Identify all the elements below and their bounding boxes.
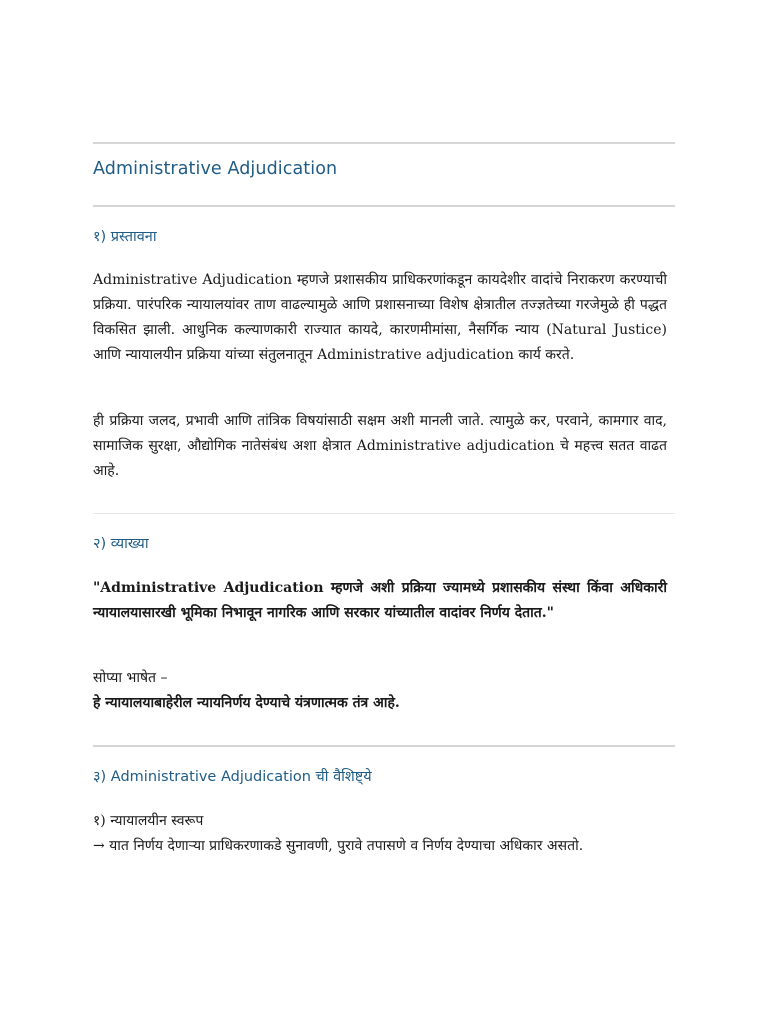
feature-item-text: → यात निर्णय देणाऱ्या प्राधिकरणाकडे सुनावणी, पुरावे तपासणे व निर्णय देण्याचा अधिकार असतो. — [93, 838, 584, 854]
section-heading-introduction: १) प्रस्तावना — [93, 229, 157, 245]
section-divider-1 — [93, 513, 675, 514]
section-divider-2 — [93, 745, 675, 747]
simple-language-label: सोप्या भाषेत – — [93, 670, 168, 686]
feature-item-title: १) न्यायालयीन स्वरूप — [93, 813, 204, 829]
section-heading-features: ३) Administrative Adjudication ची वैशिष्ट्ये — [93, 769, 372, 785]
top-divider — [93, 142, 675, 144]
introduction-paragraph-2: ही प्रक्रिया जलद, प्रभावी आणि तांत्रिक विषयांसाठी सक्षम अशी मानली जाते. त्यामुळे कर, परवाने, कामगार वाद, सामाजिक सुरक्षा, औद्योगिक नातेसंबंध अशा क्षेत्रात Administrative adjudication चे महत्त्व सतत वाढत आहे. — [93, 413, 667, 479]
introduction-paragraph-1: Administrative Adjudication म्हणजे प्रशासकीय प्राधिकरणांकडून कायदेशीर वादांचे निराकरण करण्याची प्रक्रिया. पारंपरिक न्यायालयांवर ताण वाढल्यामुळे आणि प्रशासनाच्या विशेष क्षेत्रातील तज्ज्ञतेच्या गरजेमुळे ही पद्धत विकसित झाली. आधुनिक कल्याणकारी राज्यात कायदे, कारणमीमांसा, नैसर्गिक न्याय (Natural Justice) आणि न्यायालयीन प्रक्रिया यांच्या संतुलनातून Administrative adjudication कार्य करते. — [93, 272, 667, 363]
section-heading-definition: २) व्याख्या — [93, 536, 149, 552]
simple-language-text: हे न्यायालयाबाहेरील न्यायनिर्णय देण्याचे यंत्रणात्मक तंत्र आहे. — [93, 695, 400, 711]
page-title: Administrative Adjudication — [93, 159, 338, 179]
definition-quote: "Administrative Adjudication म्हणजे अशी प्रक्रिया ज्यामध्ये प्रशासकीय संस्था किंवा अधिकारी न्यायालयासारखी भूमिका निभावून नागरिक आणि सरकार यांच्यातील वादांवर निर्णय देतात." — [93, 580, 667, 621]
title-divider — [93, 205, 675, 207]
